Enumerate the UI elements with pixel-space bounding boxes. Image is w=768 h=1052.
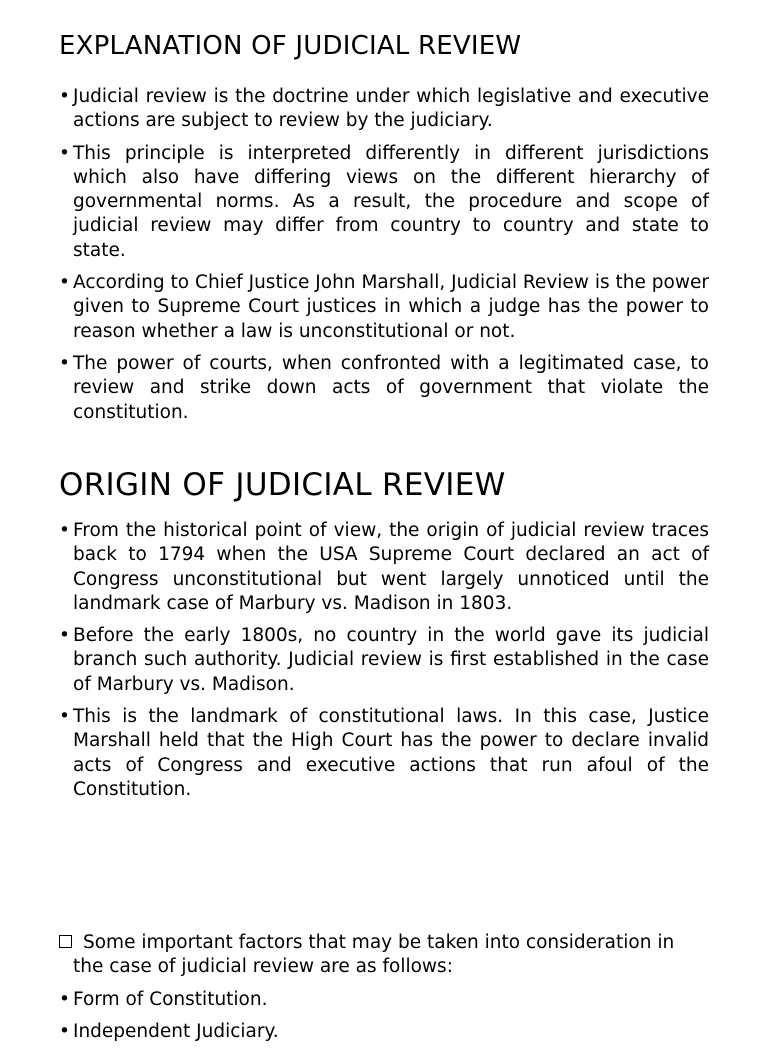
list-item: • Before the early 1800s, no country in the world gave its judicial branch such authority. Judicial review is first established in the case of Marbury vs. Madison. (59, 625, 709, 695)
bullet-icon: • (59, 706, 70, 728)
checkbox-bullet-icon (59, 935, 72, 948)
bullet-icon: • (59, 272, 70, 294)
list-item: • This is the landmark of constitutional laws. In this case, Justice Marshall held that the High Court has the power to declare invalid acts of Congress and executive actions that run afoul of the Constitution. (59, 706, 709, 800)
list-item: • According to Chief Justice John Marshall, Judicial Review is the power given to Supreme Court justices in which a judge has the power to reason whether a law is unconstitutional or not. (59, 272, 709, 342)
bullet-icon: • (59, 352, 70, 374)
list-item: • The power of courts, when confronted with a legitimated case, to review and strike down acts of government that violate the constitution. (59, 352, 709, 423)
explanation-section (59, 29, 709, 433)
list-item: • From the historical point of view, the origin of judicial review traces back to 1794 when the USA Supreme Court declared an act of Congress unconstitutional but went largely unnoticed until the landmark case of Marbury vs. Madison in 1803. (59, 520, 709, 614)
factors-section (59, 931, 709, 1052)
bullet-icon: • (59, 142, 70, 164)
list-item: • Form of Constitution. (59, 988, 709, 1012)
bullet-icon: • (59, 86, 70, 107)
bullet-icon: • (59, 1020, 70, 1042)
bullet-icon: • (59, 625, 70, 647)
bullet-icon: • (59, 988, 70, 1010)
origin-bullet-list (59, 519, 709, 802)
bullet-icon: • (59, 520, 70, 541)
explanation-bullet-list (59, 85, 709, 425)
origin-section (59, 465, 709, 810)
list-item: • Independent Judiciary. (59, 1020, 709, 1044)
list-item: • Judicial review is the doctrine under which legislative and executive actions are subject to review by the judiciary. (59, 86, 709, 132)
list-item: • This principle is interpreted differently in different jurisdictions which also have differing views on the different hierarchy of governmental norms. As a result, the procedure and scope of judicial review may differ from country to country and state to state. (59, 142, 709, 261)
origin-heading: ORIGIN OF JUDICIAL REVIEW (59, 467, 506, 503)
factors-intro: Some important factors that may be taken into consideration in the case of judicial review are as follows: (59, 931, 709, 980)
factors-bullet-list (59, 988, 709, 1045)
explanation-heading: EXPLANATION OF JUDICIAL REVIEW (59, 31, 522, 61)
